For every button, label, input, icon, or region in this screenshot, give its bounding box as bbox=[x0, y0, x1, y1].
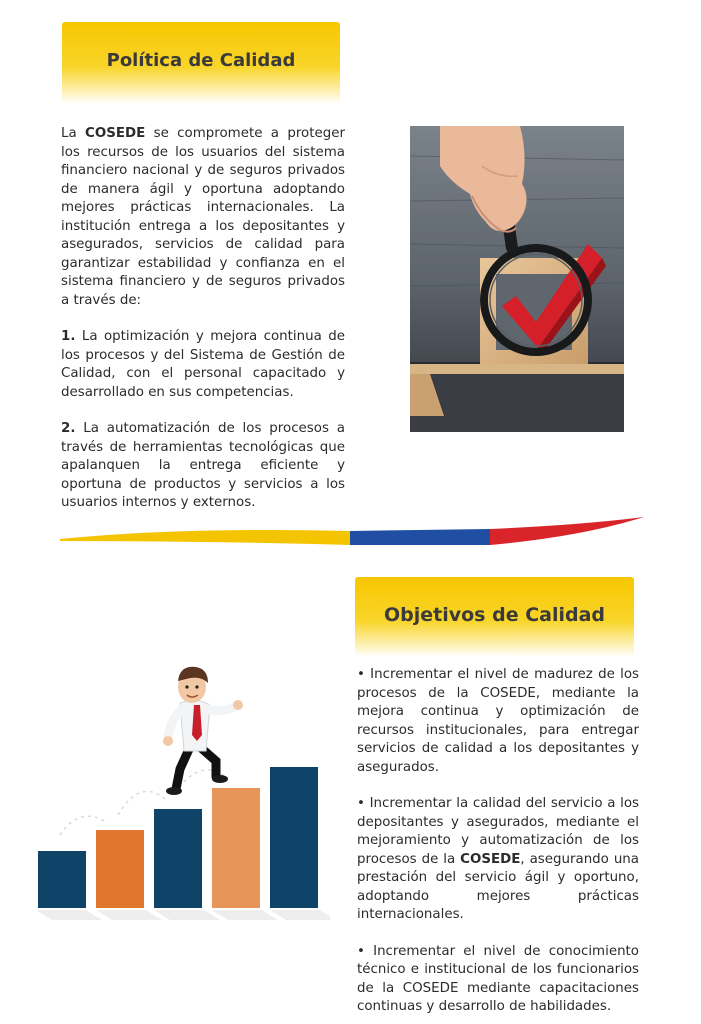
bar-1 bbox=[38, 851, 86, 908]
objetivos-title: Objetivos de Calidad bbox=[383, 604, 606, 626]
politica-body bbox=[61, 125, 345, 513]
bar-5 bbox=[270, 767, 318, 908]
businessman-figure bbox=[163, 667, 243, 795]
objetivos-body bbox=[357, 666, 639, 1017]
bar-2 bbox=[96, 830, 144, 908]
politica-title: Política de Calidad bbox=[106, 49, 296, 71]
objetivo-item-3: • Incrementar el nivel de conocimiento técnico e institucional de los funcionarios de la COSEDE mediante capacitaciones continuas y desarrollo de habilidades. bbox=[357, 943, 639, 1014]
cosede-emphasis: COSEDE bbox=[85, 126, 146, 141]
flag-swoosh-divider bbox=[60, 515, 644, 547]
bar-4 bbox=[212, 788, 260, 908]
magnifier-checkmark-photo bbox=[410, 126, 624, 432]
cosede-emphasis: COSEDE bbox=[460, 851, 521, 867]
objetivos-header bbox=[355, 577, 634, 657]
politica-intro: La COSEDE se compromete a proteger los recursos de los usuarios del sistema financiero nacional y de seguros privados de manera ágil y oportuna adoptando mejores prácticas internacionales. La institución entrega a los depositantes y asegurados, servicios de calidad para garantizar estabilidad y confianza en el sistema financiero y de seguros privados a través de: bbox=[61, 126, 345, 308]
politica-item-2: 2. La automatización de los procesos a través de herramientas tecnológicas que apalanquen la entrega eficiente y oportuna de productos y servicios a los usuarios internos y externos. bbox=[61, 421, 345, 510]
objetivo-item-2: • Incrementar la calidad del servicio a los depositantes y asegurados, mediante el mejoramiento y automatización de los procesos de la COSEDE, asegurando una prestación del servicio ágil y oportuno, adoptando mejores prácticas internacionales. bbox=[357, 796, 639, 922]
bar-3 bbox=[154, 809, 202, 908]
politica-header bbox=[62, 22, 340, 104]
man-climbing-bar-chart-illustration bbox=[30, 665, 330, 925]
politica-item-1: 1. La optimización y mejora continua de los procesos y del Sistema de Gestión de Calidad, con el personal capacitado y desarrollado en sus competencias. bbox=[61, 329, 345, 400]
objetivo-item-1: • Incrementar el nivel de madurez de los procesos de la COSEDE, mediante la mejora continua y optimización de recursos institucionales, para entregar servicios de calidad a los depositantes y asegurados. bbox=[357, 667, 639, 775]
